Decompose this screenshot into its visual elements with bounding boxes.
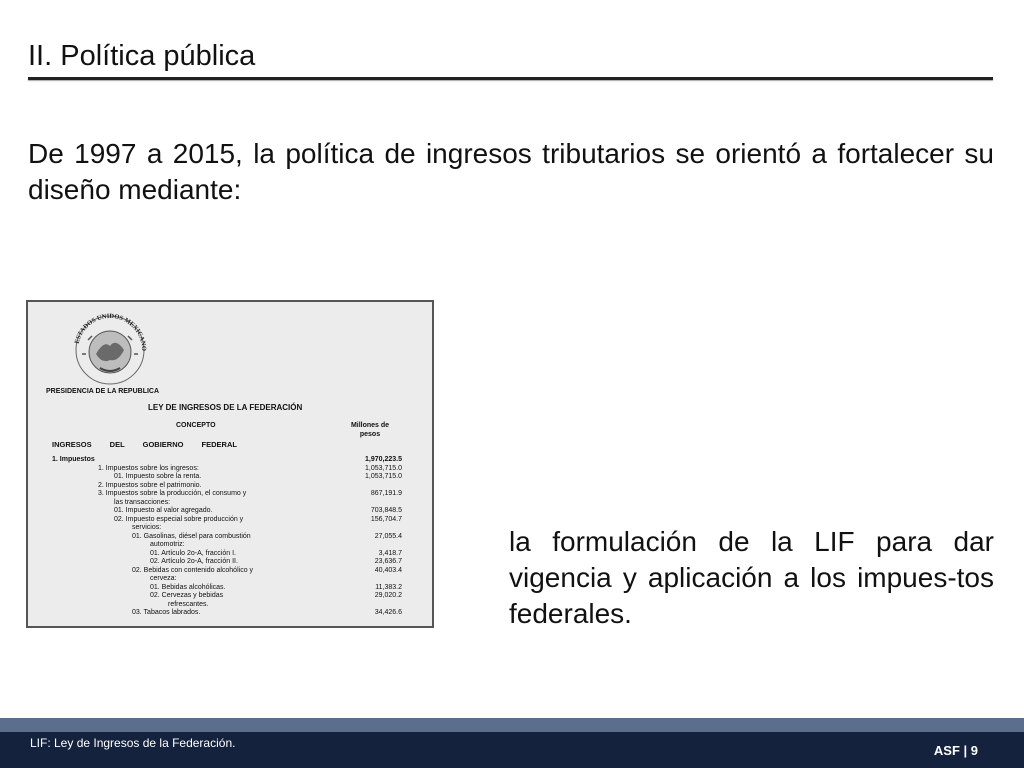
row-label: automotriz: (150, 541, 185, 548)
row-value: 703,848.5 (370, 507, 402, 514)
lif-document-image (26, 300, 434, 628)
row-value: 1,053,715.0 (365, 464, 402, 472)
page-number: 9 (970, 743, 978, 758)
national-seal-icon (62, 310, 158, 388)
row-value: 27,055.4 (374, 532, 402, 540)
table-row (52, 567, 402, 576)
table-row (52, 541, 402, 550)
row-label: 02. Impuesto especial sobre producción y (114, 515, 244, 523)
row-label: 3. Impuestos sobre la producción, el consumo y (98, 490, 247, 497)
table-row (52, 499, 402, 508)
table-row (52, 592, 402, 601)
row-value: 3,418.7 (378, 549, 402, 557)
row-value: 23,636.7 (374, 558, 402, 565)
org-label: ASF (933, 743, 960, 758)
row-label: 01. Artículo 2o-A, fracción I. (150, 549, 236, 557)
row-label: 1. Impuestos (52, 456, 95, 463)
row-value: 11,383.2 (375, 583, 402, 591)
svg-text:ESTADOS UNIDOS MEXICANOS: ESTADOS UNIDOS MEXICANO (73, 312, 148, 352)
table-row (52, 473, 402, 482)
row-label: 03. Tabacos labrados. (132, 609, 201, 616)
income-table (52, 456, 402, 618)
row-label: 02. Cervezas y bebidas (150, 592, 224, 599)
row-value: 1,053,715.0 (365, 473, 402, 480)
income-header: INGRESOS DEL GOBIERNO FEDERAL (52, 440, 237, 449)
title-divider (28, 77, 993, 80)
table-row (52, 550, 402, 559)
row-label: 01. Impuesto al valor agregado. (114, 507, 213, 514)
page-indicator (934, 743, 978, 758)
table-row (52, 601, 402, 610)
row-value: 156,704.7 (370, 515, 402, 523)
page-separator: | (959, 743, 971, 758)
table-row (52, 558, 402, 567)
row-label: refrescantes. (168, 600, 209, 608)
table-row (52, 465, 402, 474)
table-row (52, 516, 402, 525)
slide-title: II. Política pública (28, 40, 256, 72)
table-row (52, 524, 402, 533)
row-label: 1. Impuestos sobre los ingresos: (98, 464, 199, 472)
row-value: 34,426.6 (374, 609, 402, 616)
table-row (52, 482, 402, 491)
footer-band-light (0, 718, 1024, 732)
row-value: 29,020.2 (374, 592, 402, 599)
footnote: LIF: Ley de Ingresos de la Federación. (30, 736, 236, 750)
amount-header: Millones de pesos (350, 422, 390, 438)
table-row (52, 456, 402, 465)
row-label: 02. Artículo 2o-A, fracción II. (150, 558, 238, 565)
row-value: 1,970,223.5 (365, 456, 402, 463)
row-value: 867,191.9 (370, 490, 402, 497)
row-label: 2. Impuestos sobre el patrimonio. (98, 481, 202, 489)
table-row (52, 533, 402, 542)
table-row (52, 584, 402, 593)
row-value: 40,403.4 (374, 566, 402, 574)
row-label: 01. Bebidas alcohólicas. (150, 583, 226, 591)
table-row (52, 507, 402, 516)
table-row (52, 575, 402, 584)
row-label: servicios: (132, 524, 162, 531)
law-title: LEY DE INGRESOS DE LA FEDERACIÓN (148, 403, 303, 412)
presidency-label: PRESIDENCIA DE LA REPUBLICA (46, 388, 160, 395)
row-label: cerveza: (150, 575, 177, 582)
table-row (52, 490, 402, 499)
table-row (52, 609, 402, 618)
row-label: 01. Gasolinas, diésel para combustión (132, 532, 251, 540)
row-label: 01. Impuesto sobre la renta. (114, 473, 202, 480)
row-label: las transacciones: (114, 498, 171, 506)
concept-header: CONCEPTO (176, 422, 216, 429)
row-label: 02. Bebidas con contenido alcohólico y (132, 566, 254, 574)
lif-paragraph: la formulación de la LIF para dar vigencia y aplicación a los impues-tos federales. (509, 526, 994, 629)
intro-paragraph: De 1997 a 2015, la política de ingresos tributarios se orientó a fortalecer su diseño mediante: (28, 138, 994, 205)
